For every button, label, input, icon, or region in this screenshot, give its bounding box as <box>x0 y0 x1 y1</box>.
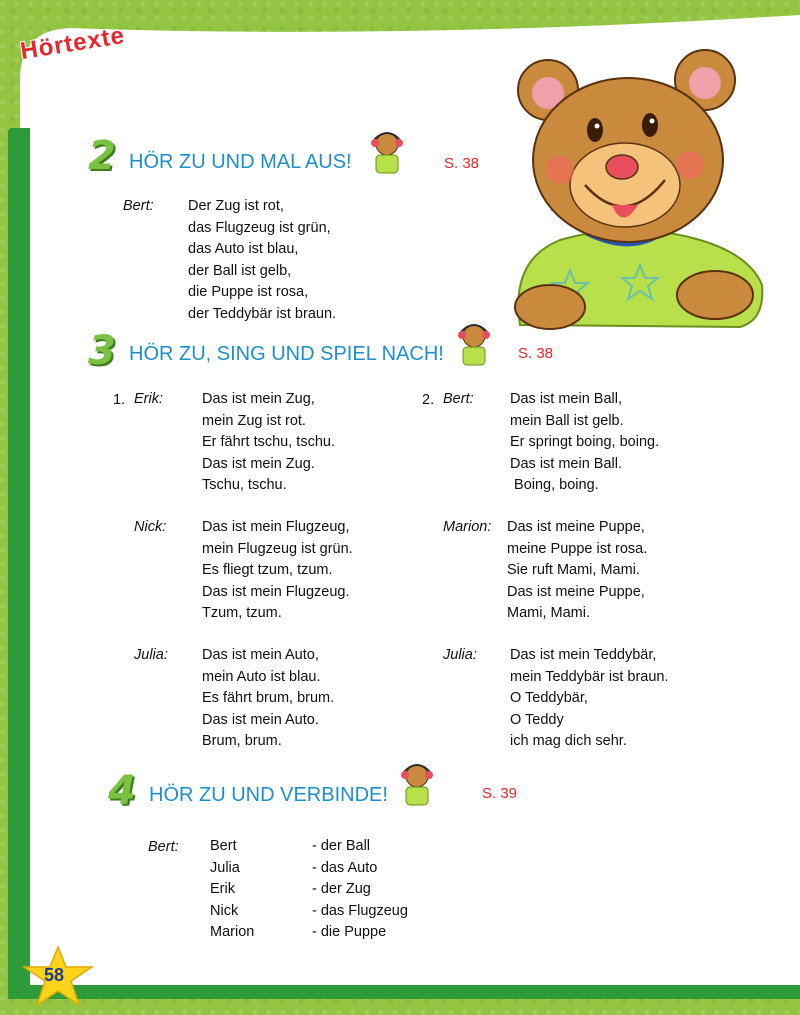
lyric-line: mein Zug ist rot. <box>202 412 306 429</box>
thing-item: - das Auto <box>312 859 378 876</box>
speaker-label: Julia: <box>443 647 477 663</box>
speaker-label: Marion: <box>443 519 492 535</box>
lyric-line: Das ist meine Puppe, <box>507 583 645 600</box>
section-number: 4 <box>108 768 136 814</box>
speaker-label: Bert: <box>443 391 474 407</box>
lyric-line: Der Zug ist rot, <box>188 198 284 214</box>
lyric-line: das Flugzeug ist grün, <box>188 219 331 236</box>
lyric-line: Das ist mein Auto. <box>202 711 319 728</box>
lyric-line: mein Auto ist blau. <box>202 668 321 685</box>
page-number: 58 <box>44 965 65 985</box>
name-item: Marion <box>210 924 255 940</box>
page-title: Hörtexte <box>18 21 127 66</box>
lyric-line: mein Flugzeug ist grün. <box>202 540 353 557</box>
section-heading: HÖR ZU UND VERBINDE! <box>149 784 388 806</box>
teddy-bear-illustration <box>500 45 770 335</box>
listen-bear-icon <box>398 762 436 807</box>
thing-item: - der Zug <box>312 881 371 897</box>
lyric-block <box>188 196 336 325</box>
listen-bear-icon <box>455 322 493 367</box>
lyric-line: Mami, Mami. <box>507 605 590 621</box>
lyric-line: der Teddybär ist braun. <box>188 305 337 322</box>
lyric-line: Das ist mein Flugzeug. <box>202 583 350 600</box>
lyric-line: die Puppe ist rosa, <box>188 284 309 300</box>
lyric-line: Das ist meine Puppe, <box>507 519 645 535</box>
lyric-block <box>510 389 659 497</box>
lyric-line: O Teddybär, <box>510 690 588 706</box>
verse-number: 1. <box>113 392 126 408</box>
name-item: Nick <box>210 902 239 919</box>
speaker-label: Nick: <box>134 519 167 535</box>
name-item: Julia <box>210 859 240 876</box>
thing-list <box>312 836 408 944</box>
lyric-line: das Auto ist blau, <box>188 241 299 257</box>
speaker-label: Erik: <box>134 391 163 407</box>
page-reference: S. 39 <box>482 785 518 802</box>
lyric-block <box>510 645 669 753</box>
lyric-line: Sie ruft Mami, Mami. <box>507 562 640 578</box>
listen-bear-icon <box>368 130 406 175</box>
lyric-line: Das ist mein Zug. <box>202 455 315 472</box>
lyric-line: Brum, brum. <box>202 733 282 749</box>
lyric-line: Das ist mein Teddybär, <box>510 647 657 663</box>
lyric-line: ich mag dich sehr. <box>510 733 627 749</box>
lyric-line: Es fliegt tzum, tzum. <box>202 562 333 578</box>
lyric-line: mein Teddybär ist braun. <box>510 668 669 685</box>
lyric-line: Das ist mein Auto, <box>202 647 319 663</box>
speaker-label: Bert: <box>148 839 179 855</box>
thing-item: - das Flugzeug <box>312 902 408 919</box>
lyric-line: Das ist mein Ball. <box>510 455 623 472</box>
speaker-label: Bert: <box>123 198 154 214</box>
name-item: Bert <box>210 838 237 854</box>
lyric-line: Er springt boing, boing. <box>510 434 660 450</box>
section-number: 2 <box>88 133 116 179</box>
page-reference: S. 38 <box>518 345 554 362</box>
lyric-line: Tschu, tschu. <box>202 477 287 493</box>
lyric-line: Es fährt brum, brum. <box>202 690 335 706</box>
speaker-label: Julia: <box>134 647 168 663</box>
lyric-block <box>507 517 647 625</box>
lyric-line: meine Puppe ist rosa. <box>507 540 648 557</box>
lyric-line: O Teddy <box>510 711 564 728</box>
thing-item: - der Ball <box>312 838 371 854</box>
lyric-line: Das ist mein Zug, <box>202 391 315 407</box>
lyric-block <box>202 517 353 625</box>
lyric-block <box>202 389 335 497</box>
name-list <box>210 836 254 944</box>
thing-item: - die Puppe <box>312 924 387 940</box>
section-heading: HÖR ZU, SING UND SPIEL NACH! <box>129 343 444 365</box>
lyric-line: Das ist mein Flugzeug, <box>202 519 350 535</box>
lyric-line: Boing, boing. <box>510 477 599 493</box>
section-number: 3 <box>88 328 116 374</box>
section-heading: HÖR ZU UND MAL AUS! <box>129 151 352 173</box>
lyric-line: Tzum, tzum. <box>202 605 282 621</box>
lyric-line: mein Ball ist gelb. <box>510 412 624 429</box>
name-item: Erik <box>210 881 235 897</box>
lyric-line: Das ist mein Ball, <box>510 391 623 407</box>
lyric-block <box>202 645 334 753</box>
lyric-line: Er fährt tschu, tschu. <box>202 434 335 450</box>
lyric-line: der Ball ist gelb, <box>188 262 292 279</box>
verse-number: 2. <box>422 392 435 408</box>
page-reference: S. 38 <box>444 155 480 172</box>
